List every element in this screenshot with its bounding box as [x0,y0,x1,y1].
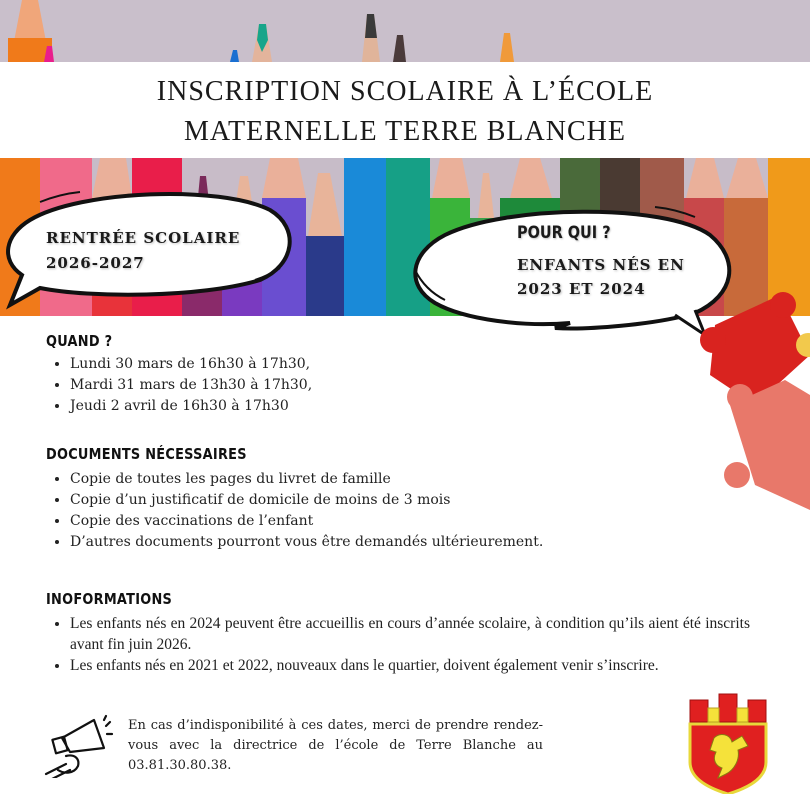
document-item: • Copie d’un justificatif de domicile de moins de 3 mois [70,490,543,511]
contact-note: En cas d’indisponibilité à ces dates, merci de prendre rendez-vous avec la directrice de l’école de Terre Blanche au 03.81.30.80.38. [128,718,543,773]
for-whom-heading: POUR QUI ? [517,223,611,243]
crest-towers-icon [690,694,766,722]
school-year-value: 2026-2027 [46,254,145,272]
when-heading: QUAND ? [46,332,113,350]
top-pencil-photo [0,0,810,62]
bubble-left-text [46,226,240,276]
eligible-children-line-2: 2023 ET 2024 [517,280,646,298]
title-banner [0,62,810,158]
city-coat-of-arms [686,690,770,794]
information-list [46,613,750,676]
information-item: • Les enfants nés en 2021 et 2022, nouveaux dans le quartier, doivent également venir s’inscrire. [70,655,750,676]
page-title-line-1: INSCRIPTION SCOLAIRE À L’ÉCOLE [156,76,654,107]
document-item: • D’autres documents pourront vous être demandés ultérieurement. [70,532,543,553]
document-item: • Copie des vaccinations de l’enfant [70,511,543,532]
information-heading: INOFORMATIONS [46,590,173,608]
schedule-item: • Mardi 31 mars de 13h30 à 17h30, [70,375,312,396]
school-year-label: RENTRÉE SCOLAIRE [46,229,241,247]
document-item: • Copie de toutes les pages du livret de famille [70,469,543,490]
puzzle-pieces-decoration [695,285,810,515]
schedule-list [46,354,312,417]
eligible-children-line-1: ENFANTS NÉS EN [517,256,685,274]
schedule-item: • Jeudi 2 avril de 16h30 à 17h30 [70,396,312,417]
bubble-right-text [517,223,685,301]
puzzle-piece-salmon-icon [724,380,810,510]
megaphone-icon [44,708,114,778]
documents-heading: DOCUMENTS NÉCESSAIRES [46,445,247,463]
documents-list [46,469,543,553]
schedule-item: • Lundi 30 mars de 16h30 à 17h30, [70,354,312,375]
information-item: • Les enfants nés en 2024 peuvent être accueillis en cours d’année scolaire, à condition qu’ils aient été inscrits avant fin juin 2026. [70,613,750,655]
pencil-tips-illustration [0,0,810,62]
page-title-line-2: MATERNELLE TERRE BLANCHE [184,116,626,147]
